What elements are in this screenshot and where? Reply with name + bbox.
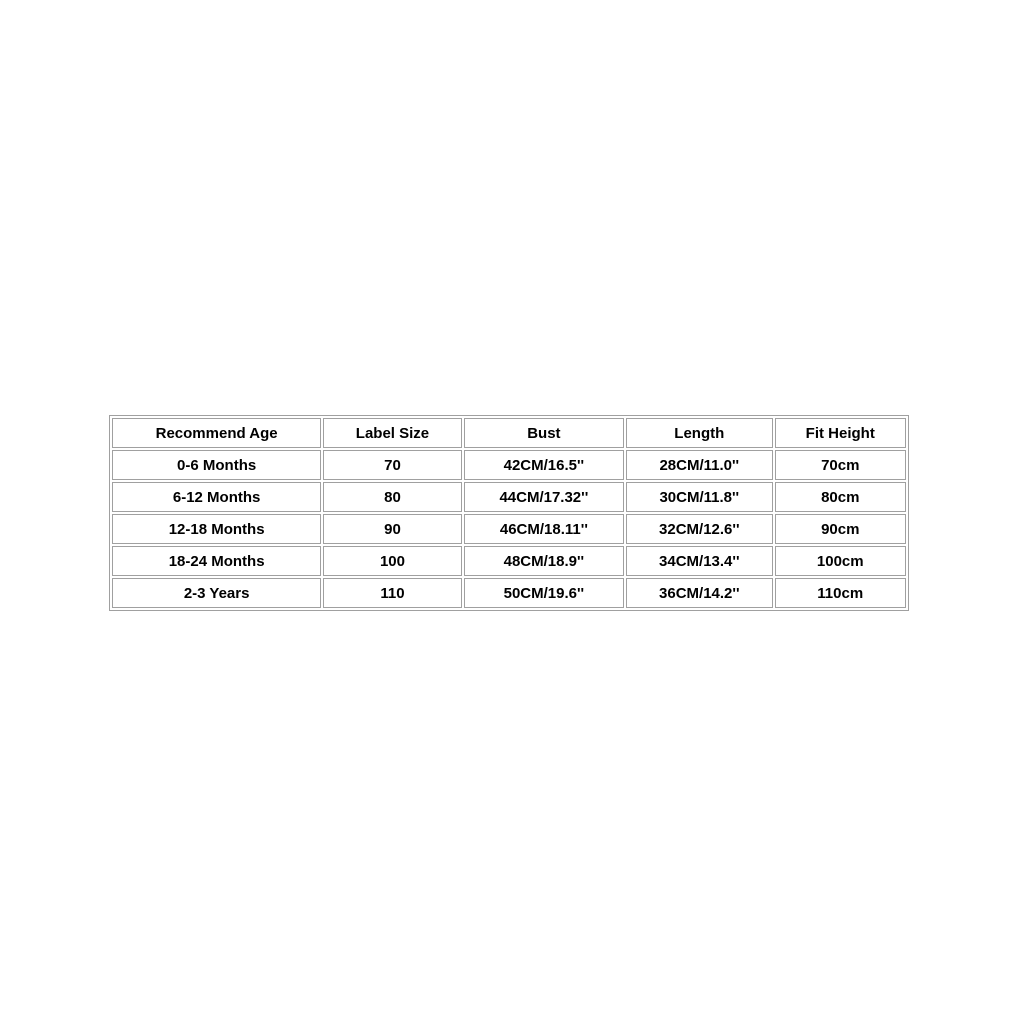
cell-length: 28CM/11.0'': [626, 450, 772, 480]
cell-length: 34CM/13.4'': [626, 546, 772, 576]
header-bust: Bust: [464, 418, 624, 448]
table-row: [112, 546, 906, 576]
cell-fit-height: 80cm: [775, 482, 907, 512]
table-row: [112, 450, 906, 480]
cell-fit-height: 100cm: [775, 546, 907, 576]
cell-fit-height: 70cm: [775, 450, 907, 480]
cell-length: 36CM/14.2'': [626, 578, 772, 608]
cell-label-size: 90: [323, 514, 461, 544]
header-length: Length: [626, 418, 772, 448]
table-row: [112, 514, 906, 544]
cell-length: 30CM/11.8'': [626, 482, 772, 512]
table-row: [112, 578, 906, 608]
cell-bust: 48CM/18.9'': [464, 546, 624, 576]
header-fit-height: Fit Height: [775, 418, 907, 448]
cell-bust: 46CM/18.11'': [464, 514, 624, 544]
size-chart-table: [109, 415, 909, 611]
table-header-row: [112, 418, 906, 448]
cell-label-size: 80: [323, 482, 461, 512]
cell-length: 32CM/12.6'': [626, 514, 772, 544]
cell-recommend-age: 12-18 Months: [112, 514, 321, 544]
cell-recommend-age: 18-24 Months: [112, 546, 321, 576]
cell-bust: 42CM/16.5'': [464, 450, 624, 480]
header-recommend-age: Recommend Age: [112, 418, 321, 448]
cell-bust: 44CM/17.32'': [464, 482, 624, 512]
cell-label-size: 100: [323, 546, 461, 576]
cell-fit-height: 110cm: [775, 578, 907, 608]
cell-recommend-age: 2-3 Years: [112, 578, 321, 608]
cell-recommend-age: 6-12 Months: [112, 482, 321, 512]
cell-bust: 50CM/19.6'': [464, 578, 624, 608]
cell-fit-height: 90cm: [775, 514, 907, 544]
cell-recommend-age: 0-6 Months: [112, 450, 321, 480]
cell-label-size: 70: [323, 450, 461, 480]
cell-label-size: 110: [323, 578, 461, 608]
table-row: [112, 482, 906, 512]
header-label-size: Label Size: [323, 418, 461, 448]
